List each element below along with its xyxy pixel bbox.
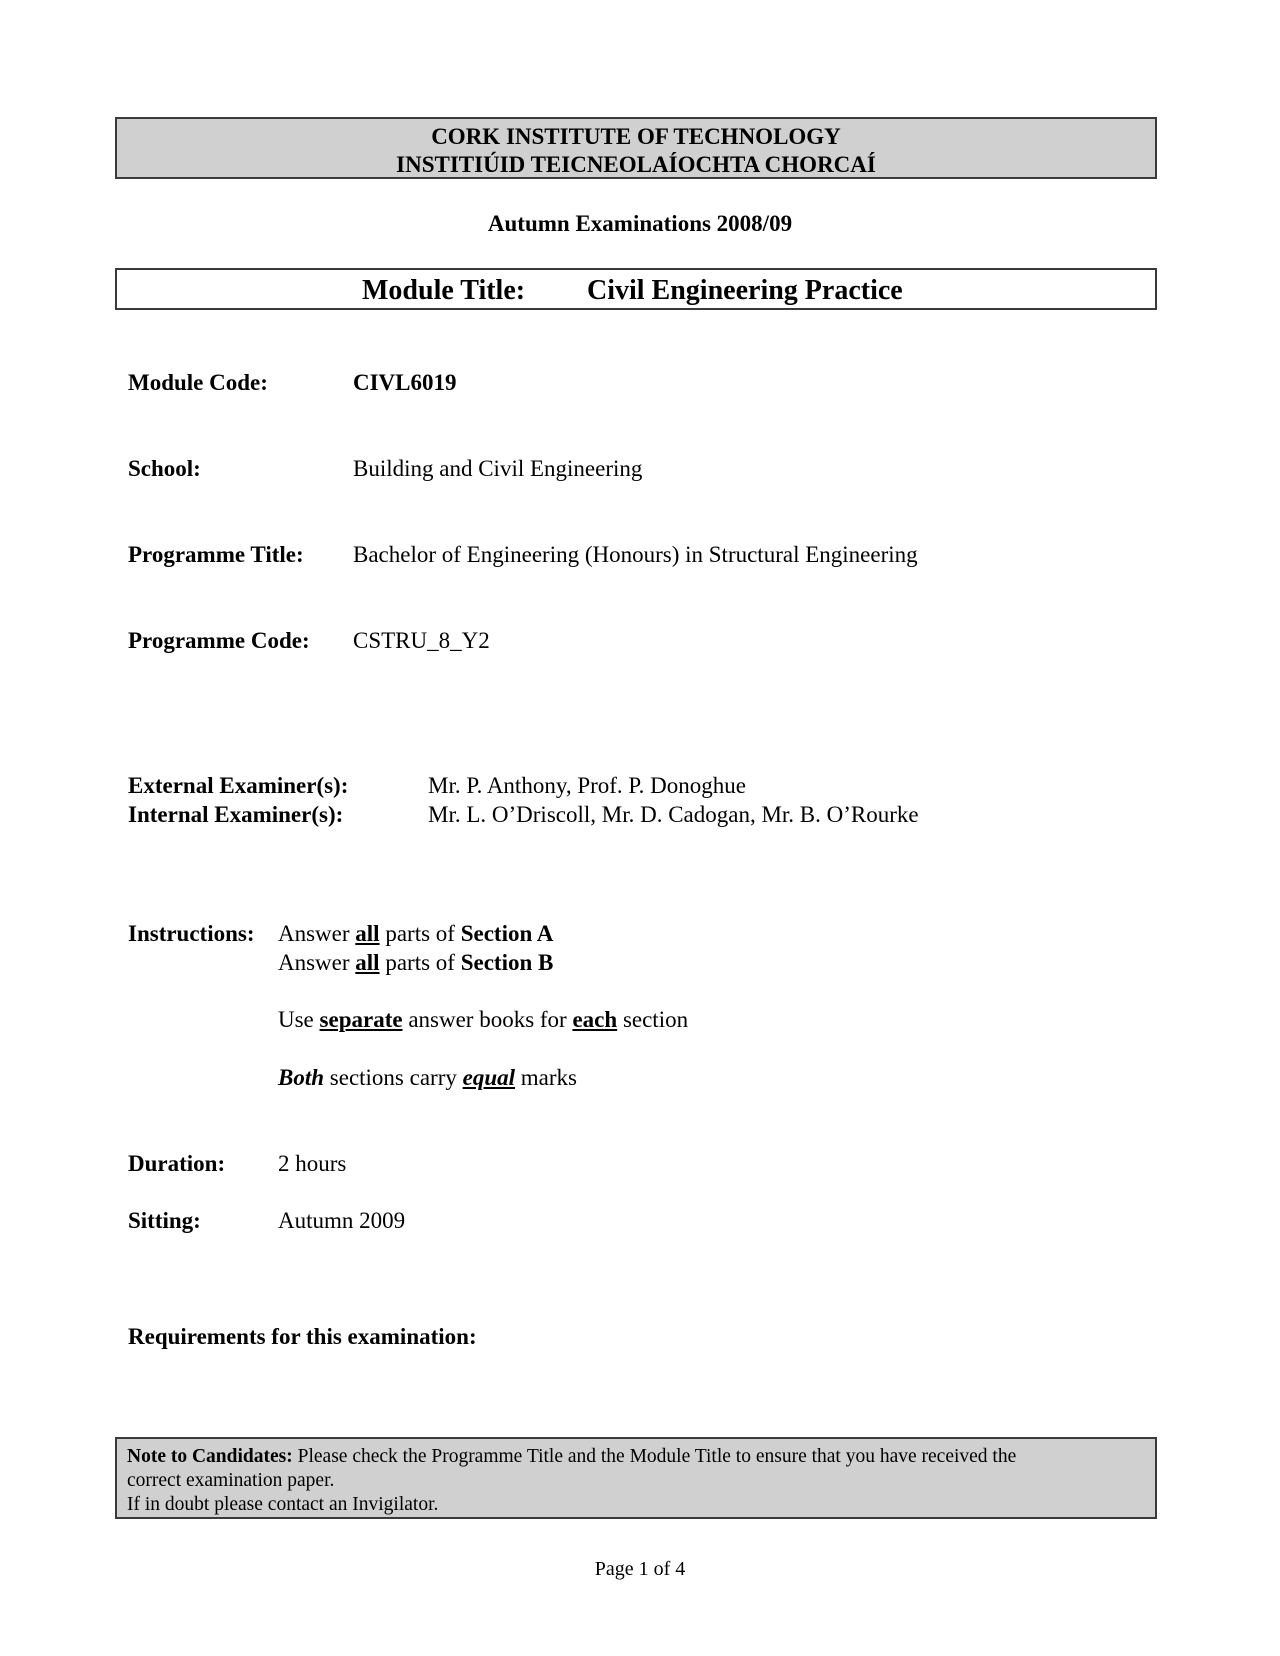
page-number: Page 1 of 4 xyxy=(594,1558,686,1580)
instruction-emphasis: equal xyxy=(462,1065,516,1090)
instruction-text: parts of xyxy=(385,950,455,975)
instruction-line-2 xyxy=(278,950,553,976)
module-title-value: Civil Engineering Practice xyxy=(587,275,903,306)
module-code-value: CIVL6019 xyxy=(353,370,457,395)
module-code-label: Module Code: xyxy=(128,370,268,395)
instructions-label: Instructions: xyxy=(128,921,255,946)
instruction-emphasis: Both xyxy=(278,1065,325,1090)
school-value: Building and Civil Engineering xyxy=(353,456,643,481)
instruction-line-4 xyxy=(278,1065,577,1091)
internal-examiner-value: Mr. L. O’Driscoll, Mr. D. Cadogan, Mr. B. O’Rourke xyxy=(428,802,919,827)
internal-examiner-label: Internal Examiner(s): xyxy=(128,802,344,827)
instruction-line-3 xyxy=(278,1007,688,1033)
programme-title-value: Bachelor of Engineering (Honours) in Structural Engineering xyxy=(353,542,918,567)
instruction-text: answer books for xyxy=(408,1007,567,1032)
note-to-candidates xyxy=(115,1437,1157,1519)
programme-code-label: Programme Code: xyxy=(128,628,310,653)
external-examiner-label: External Examiner(s): xyxy=(128,773,349,798)
note-line-1 xyxy=(127,1445,1145,1469)
instruction-text: Answer xyxy=(278,921,350,946)
sitting-value: Autumn 2009 xyxy=(278,1208,406,1233)
note-label: Note to Candidates: xyxy=(127,1446,293,1467)
instruction-text: section xyxy=(622,1007,689,1032)
instruction-text: parts of xyxy=(385,921,455,946)
instruction-emphasis: each xyxy=(572,1007,618,1032)
duration-label: Duration: xyxy=(128,1151,226,1176)
programme-title-label: Programme Title: xyxy=(128,542,304,567)
institute-header xyxy=(115,117,1157,179)
instruction-line-1 xyxy=(278,921,553,947)
school-label: School: xyxy=(128,456,201,481)
instruction-section: Section A xyxy=(460,921,554,946)
duration-value: 2 hours xyxy=(278,1151,347,1176)
instruction-text: Use xyxy=(278,1007,314,1032)
sitting-label: Sitting: xyxy=(128,1208,201,1233)
instruction-text: sections carry xyxy=(329,1065,457,1090)
note-line-2: correct examination paper. xyxy=(127,1470,335,1491)
note-text: Please check the Programme Title and the Module Title to ensure that you have received the xyxy=(297,1446,1017,1467)
institute-name-irish: INSTITIÚID TEICNEOLAÍOCHTA CHORCAÍ xyxy=(396,152,876,177)
module-title-box xyxy=(115,268,1157,310)
note-line-3: If in doubt please contact an Invigilator. xyxy=(127,1494,439,1515)
exam-session: Autumn Examinations 2008/09 xyxy=(487,211,793,236)
instruction-section: Section B xyxy=(460,950,554,975)
module-title-label: Module Title: xyxy=(362,275,526,306)
instruction-text: Answer xyxy=(278,950,350,975)
requirements-label: Requirements for this examination: xyxy=(128,1324,477,1349)
instruction-emphasis: all xyxy=(355,950,380,975)
instruction-emphasis: separate xyxy=(319,1007,403,1032)
instruction-emphasis: all xyxy=(355,921,380,946)
institute-name-english: CORK INSTITUTE OF TECHNOLOGY xyxy=(431,124,841,149)
external-examiner-value: Mr. P. Anthony, Prof. P. Donoghue xyxy=(428,773,746,798)
programme-code-value: CSTRU_8_Y2 xyxy=(353,628,490,653)
instruction-text: marks xyxy=(520,1065,577,1090)
